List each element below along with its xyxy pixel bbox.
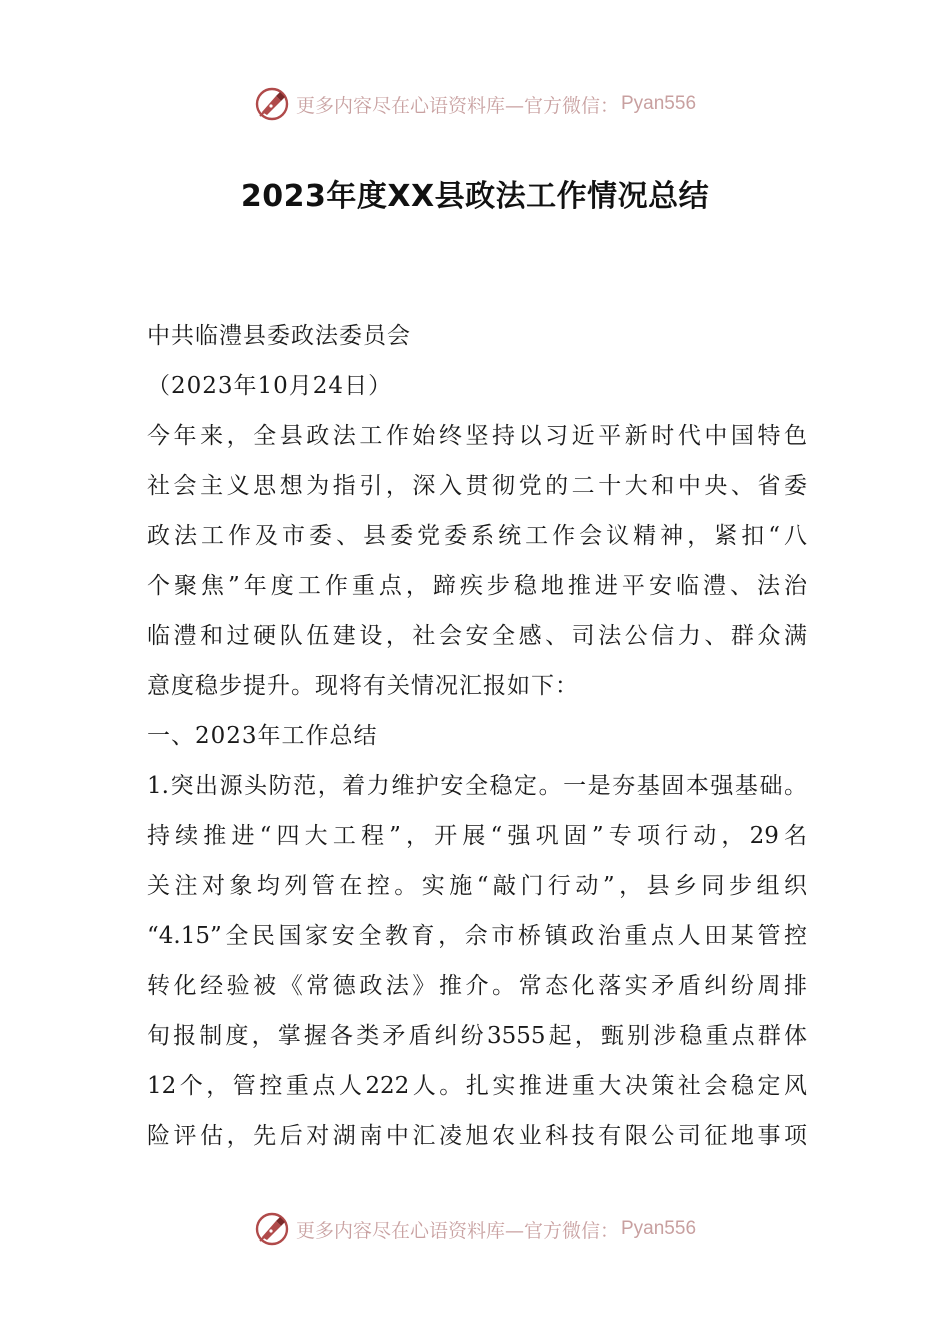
document-body xyxy=(147,311,807,1161)
issuer-line: 中共临澧县委政法委员会 xyxy=(147,323,411,349)
paragraph-line: 关注对象均列管在控。实施“敲门行动”，县乡同步组织 xyxy=(147,873,807,899)
document-title: 2023年度XX县政法工作情况总结 xyxy=(240,179,710,214)
paragraph-line: 临澧和过硬队伍建设，社会安全感、司法公信力、群众满 xyxy=(147,623,807,649)
footer-watermark xyxy=(0,1209,950,1249)
paragraph-line: 意度稳步提升。现将有关情况汇报如下： xyxy=(147,673,579,699)
paragraph-line: 12个，管控重点人222人。扎实推进重大决策社会稳定风 xyxy=(147,1073,807,1099)
paragraph-line: 旬报制度，掌握各类矛盾纠纷3555起，甄别涉稳重点群体 xyxy=(147,1023,807,1049)
paragraph-line: “4.15”全民国家安全教育，佘市桥镇政治重点人田某管控 xyxy=(147,923,807,949)
watermark-wechat-id: Pyan556 xyxy=(621,93,697,114)
paragraph-line: 个聚焦”年度工作重点，蹄疾步稳地推进平安临澧、法治 xyxy=(147,573,807,599)
watermark-text: 更多内容尽在心语资料库—官方微信： xyxy=(295,1219,619,1242)
section-heading: 一、2023年工作总结 xyxy=(147,723,378,749)
paragraph-line: 1.突出源头防范，着力维护安全稳定。一是夯基固本强基础。 xyxy=(147,773,807,799)
paragraph-line: 转化经验被《常德政法》推介。常态化落实矛盾纠纷周排 xyxy=(147,973,807,999)
watermark-wechat-id: Pyan556 xyxy=(621,1218,697,1239)
paragraph-line: 持续推进“四大工程”，开展“强巩固”专项行动，29名 xyxy=(147,823,807,849)
pen-nib-logo-icon xyxy=(254,1211,290,1247)
paragraph-line: 社会主义思想为指引，深入贯彻党的二十大和中央、省委 xyxy=(147,473,807,499)
date-line: （2023年10月24日） xyxy=(147,373,393,399)
header-watermark xyxy=(0,84,950,124)
pen-nib-logo-icon xyxy=(254,86,290,122)
watermark-text: 更多内容尽在心语资料库—官方微信： xyxy=(295,94,619,117)
paragraph-line: 政法工作及市委、县委党委系统工作会议精神，紧扣“八 xyxy=(147,523,807,549)
paragraph-line: 今年来，全县政法工作始终坚持以习近平新时代中国特色 xyxy=(147,423,807,449)
paragraph-line: 险评估，先后对湖南中汇凌旭农业科技有限公司征地事项 xyxy=(147,1123,807,1149)
